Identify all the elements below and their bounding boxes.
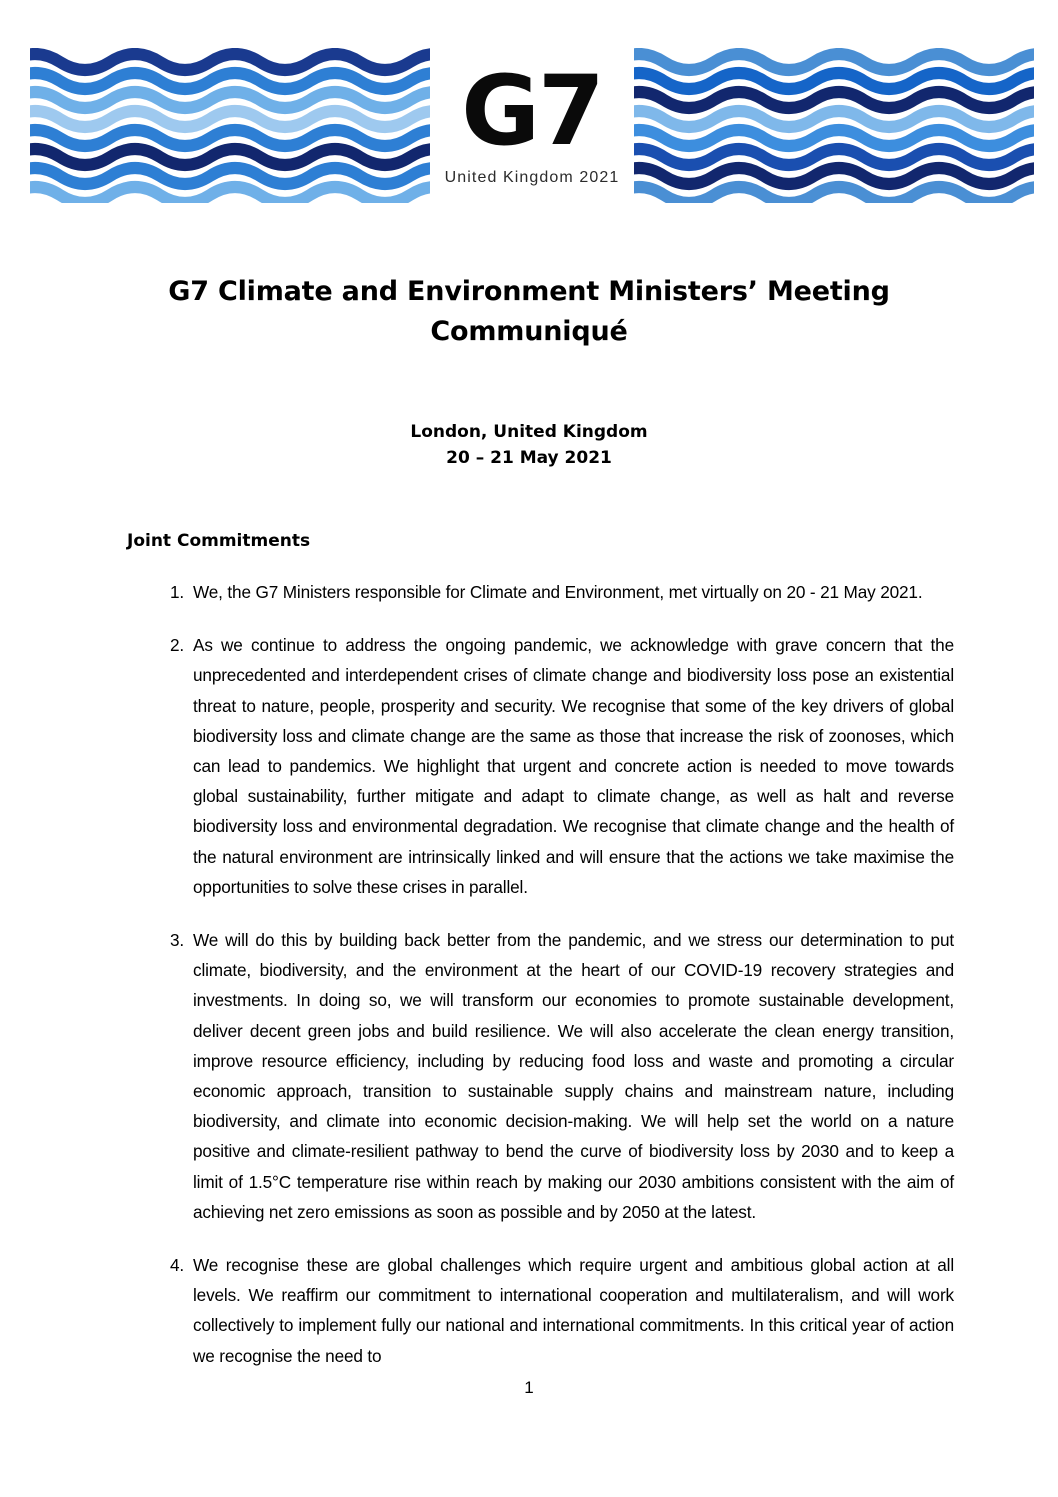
list-item-number: 2.	[169, 635, 184, 656]
wave-pattern-right	[634, 48, 1034, 203]
meeting-location: London, United Kingdom	[410, 422, 648, 442]
header-banner	[0, 0, 1058, 215]
section-heading-joint-commitments: Joint Commitments	[127, 531, 311, 551]
list-item	[169, 577, 954, 607]
list-item-number: 1.	[169, 582, 184, 602]
list-item-number: 3.	[169, 930, 184, 951]
list-item-text: We recognise these are global challenges which require urgent and ambitious global action at all levels. We reaffirm our commitment to international cooperation and multilateralism, and will work collectively to implement fully our national and international commitments. In this critical year of action we recognise the need to	[193, 1255, 954, 1366]
g7-logo-mark: G7	[461, 55, 603, 167]
list-item-text: We, the G7 Ministers responsible for Climate and Environment, met virtually on 20 - 21 May 2021.	[193, 582, 923, 602]
g7-logo-tagline: United Kingdom 2021	[444, 169, 620, 186]
list-item-text: We will do this by building back better from the pandemic, and we stress our determination to put climate, biodiversity, and the environment at the heart of our COVID-19 recovery strategies and investments. In doing so, we will transform our economies to promote sustainable development, deliver decent green jobs and build resilience. We will also accelerate the clean energy transition, improve resource efficiency, including by reducing food loss and waste and promoting a circular economic approach, transition to sustainable supply chains and mainstream nature, including biodiversity, and climate into economic decision-making. We will help set the world on a nature positive and climate-resilient pathway to bend the curve of biodiversity loss by 2030 and to keep a limit of 1.5°C temperature rise within reach by making our 2030 ambitions consistent with the aim of achieving net zero emissions as soon as possible and by 2050 at the latest.	[193, 930, 954, 1222]
g7-logo	[430, 55, 634, 205]
page-number: 1	[524, 1378, 534, 1397]
document-body	[0, 215, 1058, 1394]
meeting-location-date	[0, 419, 1058, 471]
commitments-list	[0, 577, 1058, 1371]
list-item-text: As we continue to address the ongoing pandemic, we acknowledge with grave concern that the unprecedented and interdependent crises of climate change and biodiversity loss pose an existential threat to nature, people, prosperity and security. We recognise that some of the key drivers of global biodiversity loss and climate change are the same as those that increase the risk of zoonoses, which can lead to pandemics. We highlight that urgent and concrete action is needed to move towards global sustainability, further mitigate and adapt to climate change, as well as halt and reverse biodiversity loss and environmental degradation. We recognise that climate change and the health of the natural environment are intrinsically linked and will ensure that the actions we take maximise the opportunities to solve these crises in parallel.	[193, 635, 954, 897]
wave-pattern-left	[30, 48, 430, 203]
list-item	[169, 925, 954, 1227]
list-item-number: 4.	[169, 1255, 184, 1276]
page-title: G7 Climate and Environment Ministers’ Meeting Communiqué	[168, 276, 890, 347]
meeting-dates: 20 – 21 May 2021	[446, 448, 612, 468]
list-item	[169, 630, 954, 902]
list-item	[169, 1250, 954, 1371]
